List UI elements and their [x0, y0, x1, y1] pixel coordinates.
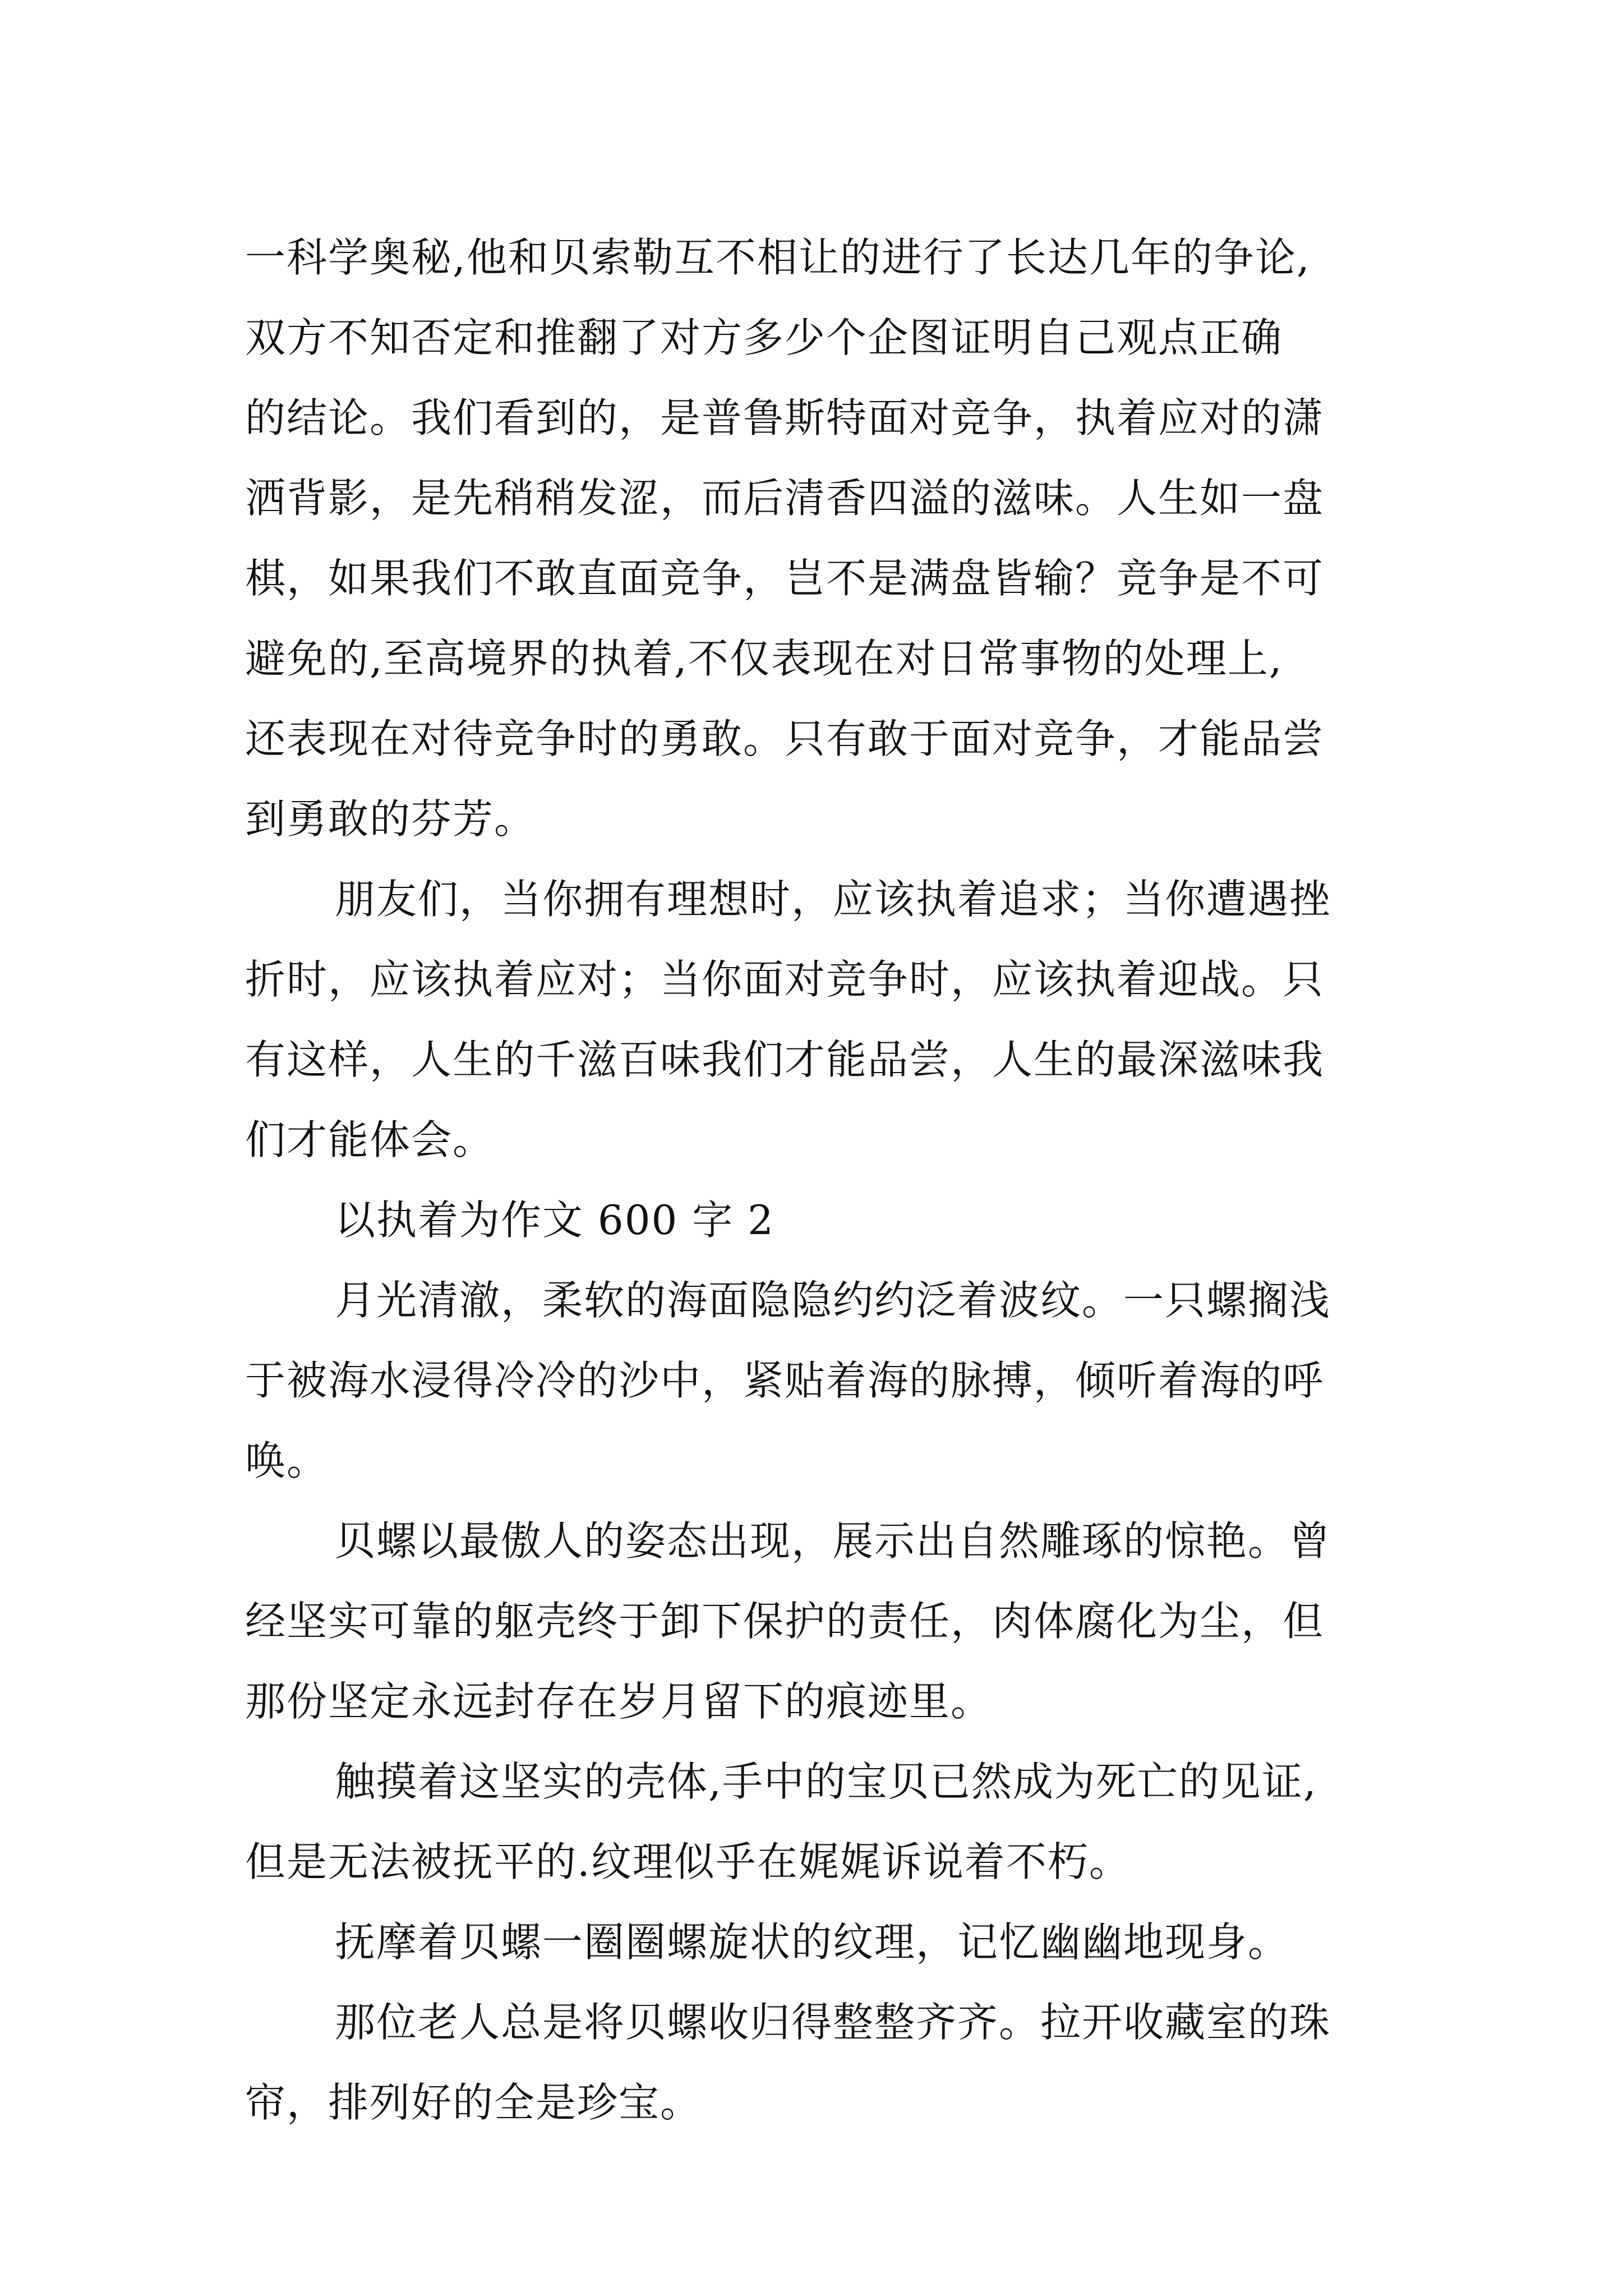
text-line: 那份坚定永远封存在岁月留下的痕迹里。	[245, 1678, 993, 1725]
text-line: 于被海水浸得冷冷的沙中，紧贴着海的脉搏，倾听着海的呼	[245, 1357, 1325, 1404]
paragraph-first-line: 月光清澈，柔软的海面隐隐约约泛着波纹。一只螺搁浅	[335, 1277, 1331, 1324]
text-line: 到勇敢的芬芳。	[245, 795, 536, 843]
text-line: 洒背影，是先稍稍发涩，而后清香四溢的滋味。人生如一盘	[245, 475, 1325, 522]
paragraph-first-line: 朋友们，当你拥有理想时，应该执着追求；当你遭遇挫	[335, 876, 1331, 923]
text-line: 避免的,至高境界的执着,不仅表现在对日常事物的处理上,	[245, 635, 1283, 682]
document-body	[245, 218, 1423, 2143]
text-line: 唤。	[245, 1437, 329, 1484]
text-line: 但是无法被抚平的.纹理似乎在娓娓诉说着不朽。	[245, 1838, 1131, 1885]
text-line: 双方不知否定和推翻了对方多少个企图证明自己观点正确	[245, 314, 1283, 361]
text-line: 还表现在对待竞争时的勇敢。只有敢于面对竞争，才能品尝	[245, 715, 1325, 762]
text-line: 有这样，人生的千滋百味我们才能品尝，人生的最深滋味我	[245, 1036, 1325, 1083]
paragraph-first-line: 贝螺以最傲人的姿态出现，展示出自然雕琢的惊艳。曾	[335, 1517, 1331, 1565]
text-line: 帘，排列好的全是珍宝。	[245, 2079, 702, 2126]
text-line: 一科学奥秘,他和贝索勒互不相让的进行了长达几年的争论,	[245, 234, 1311, 281]
text-line: 的结论。我们看到的，是普鲁斯特面对竞争，执着应对的潇	[245, 394, 1325, 441]
text-line: 棋，如果我们不敢直面竞争，岂不是满盘皆输？竞争是不可	[245, 555, 1325, 602]
text-line: 折时，应该执着应对；当你面对竞争时，应该执着迎战。只	[245, 956, 1325, 1003]
text-line: 经坚实可靠的躯壳终于卸下保护的责任，肉体腐化为尘，但	[245, 1598, 1325, 1645]
section-heading: 以执着为作文 600 字 2	[335, 1197, 774, 1244]
paragraph-first-line: 那位老人总是将贝螺收归得整整齐齐。拉开收藏室的珠	[335, 1999, 1331, 2046]
paragraph-first-line: 触摸着这坚实的壳体,手中的宝贝已然成为死亡的见证,	[335, 1758, 1317, 1805]
paragraph-first-line: 抚摩着贝螺一圈圈螺旋状的纹理，记忆幽幽地现身。	[335, 1918, 1290, 1966]
text-line: 们才能体会。	[245, 1116, 495, 1163]
